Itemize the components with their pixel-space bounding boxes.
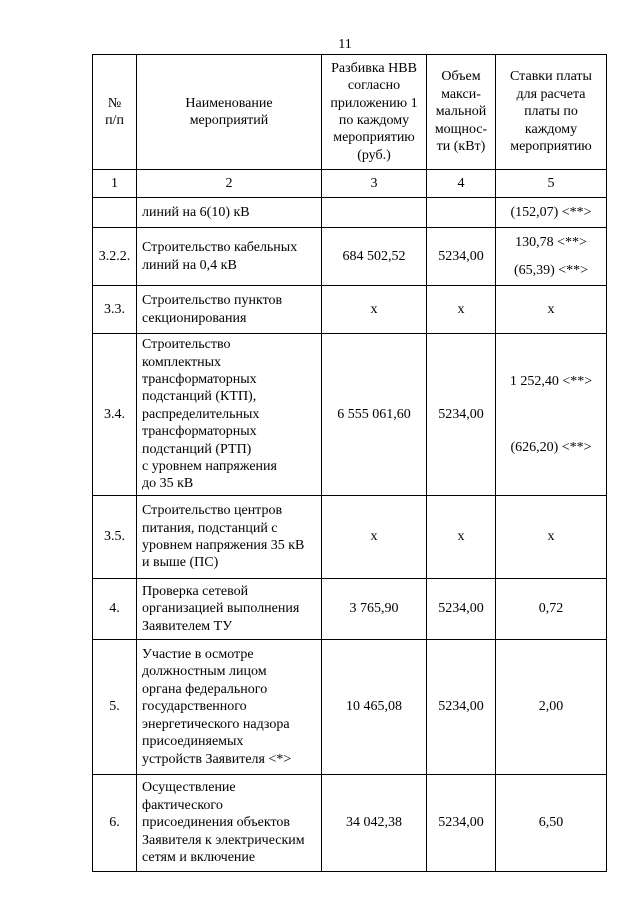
header-cell-rate: Ставки платы для расчета платы по каждому мероприятию xyxy=(496,55,607,170)
activity-name-cell: Строительство центров питания, подстанций с уровнем напряжения 35 кВ и выше (ПС) xyxy=(137,496,322,579)
nvv-amount-cell: 3 765,90 xyxy=(322,579,427,640)
rate-value: 2,00 xyxy=(538,699,564,715)
rate-cell xyxy=(496,198,607,228)
nvv-amount-cell: 10 465,08 xyxy=(322,640,427,775)
row-number-cell: 5. xyxy=(93,640,137,775)
nvv-amount-cell: x xyxy=(322,286,427,334)
rate-cell xyxy=(496,579,607,640)
row-number-cell: 4. xyxy=(93,579,137,640)
rate-value: (152,07) <**> xyxy=(510,204,592,220)
row-number-cell: 6. xyxy=(93,775,137,872)
column-number-1: 1 xyxy=(93,170,137,198)
activity-name-cell: Строительство комплектных трансформаторных подстанций (КТП), распределительных трансформаторных подстанций (РТП) с уровнем напряжения до 35 кВ xyxy=(137,334,322,496)
activity-name-cell: Осуществление фактического присоединения объектов Заявителя к электрическим сетям и включение xyxy=(137,775,322,872)
rate-value: 6,50 xyxy=(538,815,564,831)
power-capacity-cell xyxy=(427,198,496,228)
rate-cell xyxy=(496,775,607,872)
rate-value: x xyxy=(547,529,555,545)
column-number-3: 3 xyxy=(322,170,427,198)
column-number-4: 4 xyxy=(427,170,496,198)
page-number: 11 xyxy=(338,37,352,52)
column-number-2: 2 xyxy=(137,170,322,198)
activity-name-cell: Участие в осмотре должностным лицом органа федерального государственного энергетического надзора присоединяемых устройств Заявителя <*> xyxy=(137,640,322,775)
power-capacity-cell: x xyxy=(427,286,496,334)
power-capacity-cell: 5234,00 xyxy=(427,640,496,775)
header-cell-name: Наименование мероприятий xyxy=(137,55,322,170)
rate-cell xyxy=(496,496,607,579)
header-cell-power: Объем макси- мальной мощнос- ти (кВт) xyxy=(427,55,496,170)
rate-cell xyxy=(496,286,607,334)
power-capacity-cell: 5234,00 xyxy=(427,228,496,286)
power-capacity-cell: 5234,00 xyxy=(427,775,496,872)
rate-value-alt: (626,20) <**> xyxy=(510,439,592,455)
rate-cell xyxy=(496,228,607,286)
activity-name-cell: Проверка сетевой организацией выполнения Заявителем ТУ xyxy=(137,579,322,640)
rate-value: x xyxy=(547,301,555,317)
nvv-amount-cell: x xyxy=(322,496,427,579)
power-capacity-cell: 5234,00 xyxy=(427,334,496,496)
header-cell-number: № п/п xyxy=(93,55,137,170)
header-cell-nvv: Разбивка НВВ согласно приложению 1 по каждому мероприятию (руб.) xyxy=(322,55,427,170)
row-number-cell: 3.2.2. xyxy=(93,228,137,286)
activity-name-cell: Строительство пунктов секционирования xyxy=(137,286,322,334)
nvv-amount-cell: 6 555 061,60 xyxy=(322,334,427,496)
rate-cell xyxy=(496,640,607,775)
rate-value: 1 252,40 <**> xyxy=(509,374,593,390)
row-number-cell xyxy=(93,198,137,228)
nvv-amount-cell xyxy=(322,198,427,228)
activity-name-cell: линий на 6(10) кВ xyxy=(137,198,322,228)
nvv-amount-cell: 34 042,38 xyxy=(322,775,427,872)
tariff-table xyxy=(92,54,607,872)
rate-value: 130,78 <**> xyxy=(515,234,587,250)
rate-value: 0,72 xyxy=(538,601,564,617)
row-number-cell: 3.3. xyxy=(93,286,137,334)
column-number-5: 5 xyxy=(496,170,607,198)
row-number-cell: 3.5. xyxy=(93,496,137,579)
nvv-amount-cell: 684 502,52 xyxy=(322,228,427,286)
rate-cell xyxy=(496,334,607,496)
power-capacity-cell: 5234,00 xyxy=(427,579,496,640)
rate-value-alt: (65,39) <**> xyxy=(513,263,589,278)
power-capacity-cell: x xyxy=(427,496,496,579)
activity-name-cell: Строительство кабельных линий на 0,4 кВ xyxy=(137,228,322,286)
row-number-cell: 3.4. xyxy=(93,334,137,496)
